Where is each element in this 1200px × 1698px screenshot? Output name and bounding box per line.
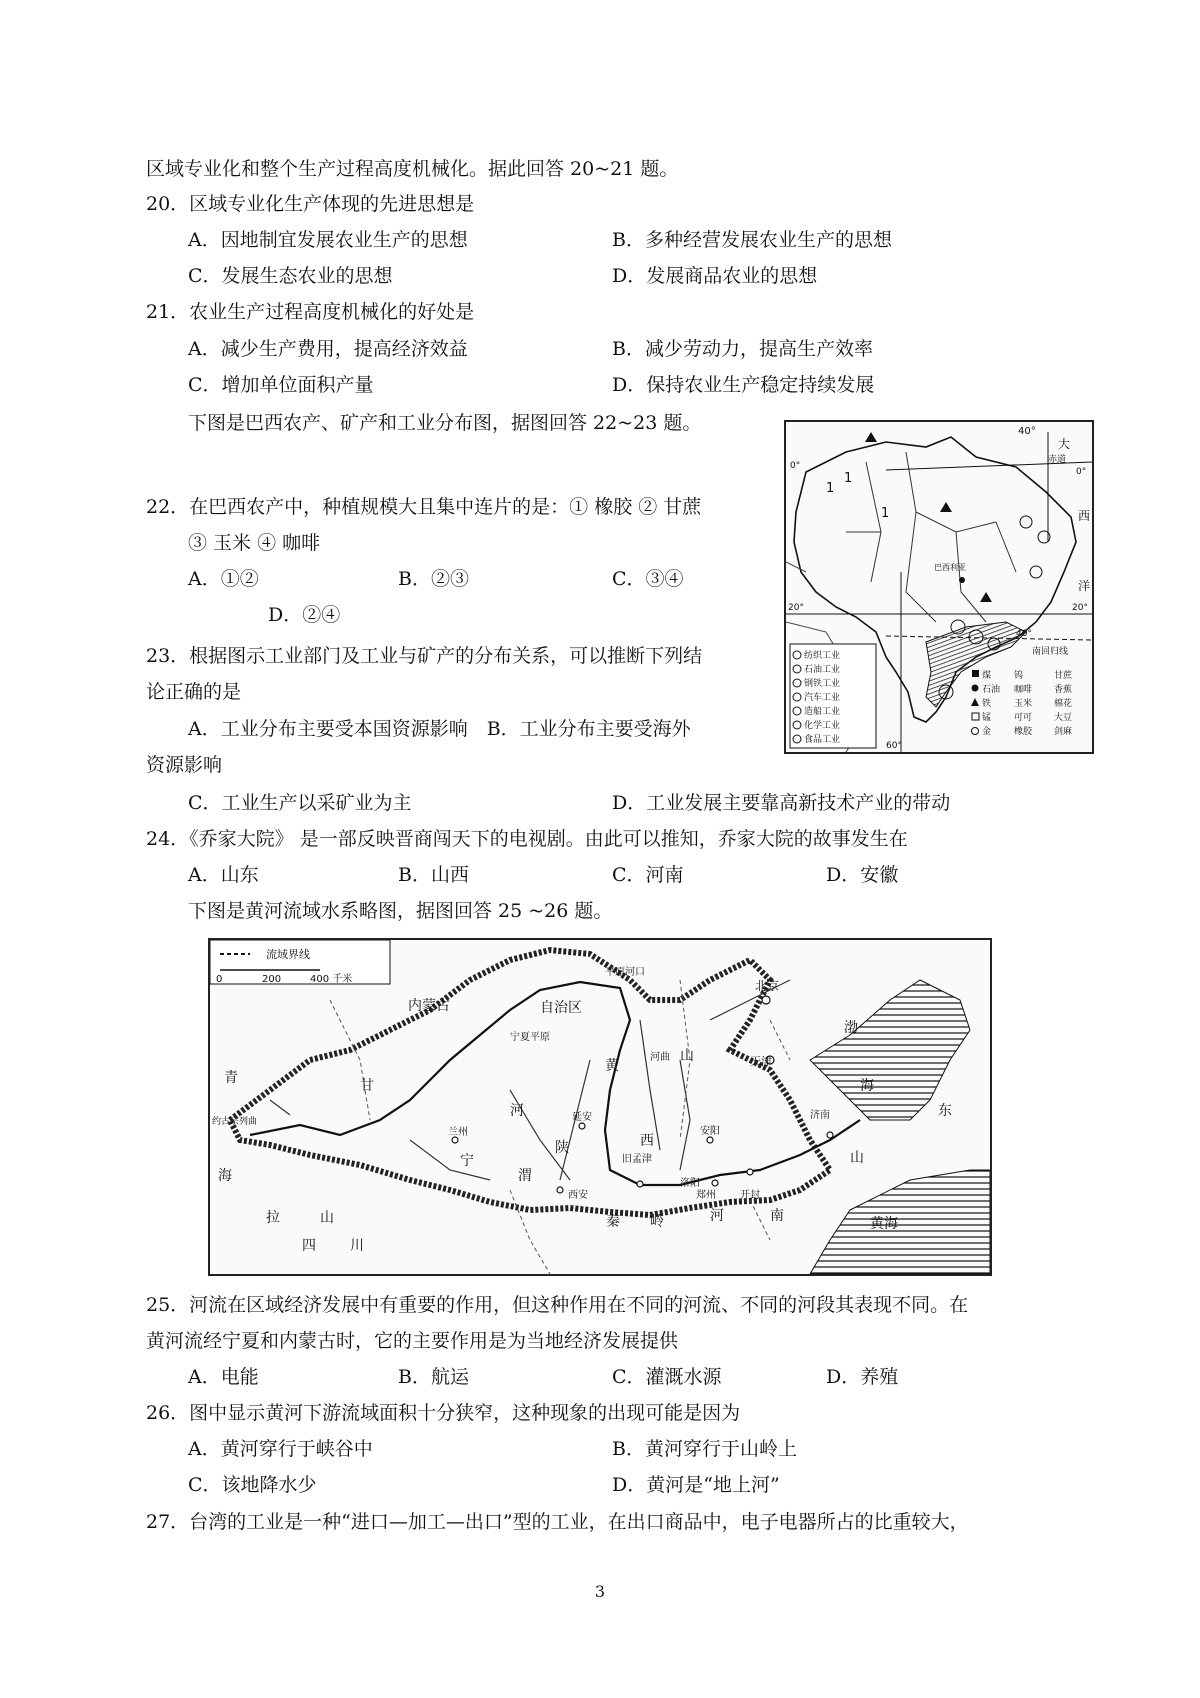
question-20-option-c[interactable]: C．发展生态农业的思想 <box>188 265 393 287</box>
place-label: 宁 <box>460 1153 474 1169</box>
question-27-stem: 27．台湾的工业是一种“进口—加工—出口”型的工业，在出口商品中，电子电器所占的比重较大， <box>146 1511 969 1533</box>
question-22-option-a[interactable]: A．①② <box>188 568 259 590</box>
gold-icon <box>972 728 979 735</box>
question-21-option-c[interactable]: C．增加单位面积产量 <box>188 374 374 396</box>
question-21-stem: 21．农业生产过程高度机械化的好处是 <box>146 301 475 323</box>
place-label: 天津 <box>750 1055 772 1068</box>
question-23-stem-line2: 论正确的是 <box>146 681 242 703</box>
industrial-belt <box>926 622 1026 707</box>
question-20-option-b[interactable]: B．多种经营发展农业生产的思想 <box>612 229 892 251</box>
question-26-option-c[interactable]: C．该地降水少 <box>188 1474 317 1496</box>
map-region-marker: 1 <box>844 471 853 486</box>
question-25-stem-line1: 25．河流在区域经济发展中有重要的作用，但这种作用在不同的河流、不同的河段其表现不同。在 <box>146 1294 969 1316</box>
question-24-stem: 24．《乔家大院》 是一部反映晋商闯天下的电视剧。由此可以推知，乔家大院的故事发生在 <box>146 828 908 850</box>
question-22-option-d[interactable]: D．②④ <box>268 604 341 626</box>
place-label: 海 <box>218 1168 232 1184</box>
question-26-option-b[interactable]: B．黄河穿行于山岭上 <box>612 1438 797 1460</box>
lon-60-label: 60° <box>886 741 902 751</box>
iron-symbol <box>980 592 992 602</box>
capital-dot <box>959 577 965 583</box>
legend-textile: 纺织工业 <box>804 651 841 661</box>
legend-sugarcane: 甘蔗 <box>1054 671 1073 681</box>
legend-gold: 金 <box>982 727 992 737</box>
legend-food: 食品工业 <box>804 735 841 745</box>
legend-manganese: 锰 <box>982 713 992 723</box>
place-label: 开封 <box>740 1190 760 1201</box>
question-24-option-b[interactable]: B．山西 <box>398 864 469 886</box>
industry-symbol <box>1020 516 1032 528</box>
legend-boundary-label: 流域界线 <box>266 948 310 961</box>
place-label: 四 <box>302 1238 316 1254</box>
question-23-options-ab-line1[interactable]: A．工业分布主要受本国资源影响 B．工业分布主要受海外 <box>188 718 691 740</box>
question-26-option-d[interactable]: D．黄河是“地上河” <box>612 1474 780 1496</box>
question-23-options-ab-line2: 资源影响 <box>146 754 223 776</box>
legend-coal: 煤 <box>982 671 992 681</box>
legend-shipbuilding: 造船工业 <box>804 707 841 717</box>
place-label: 南 <box>770 1208 784 1224</box>
question-25-option-c[interactable]: C．灌溉水源 <box>612 1366 722 1388</box>
question-22-stem-line1: 22．在巴西农产中，种植规模大且集中连片的是：① 橡胶 ② 甘蔗 <box>146 496 702 518</box>
legend-rubber: 橡胶 <box>1014 727 1033 737</box>
iron-icon <box>971 698 979 706</box>
page-number: 3 <box>594 1582 606 1601</box>
legend-iron: 铁 <box>982 699 992 709</box>
place-label: 北京 <box>755 979 780 993</box>
question-22-option-c[interactable]: C．③④ <box>612 568 684 590</box>
place-label: 渤 <box>844 1020 858 1036</box>
bohai-sea <box>810 980 970 1120</box>
map-region-marker: 1 <box>881 506 890 521</box>
place-label: 宁夏平原 <box>510 1032 550 1043</box>
place-label: 内蒙古 <box>408 998 450 1014</box>
scale-200: 200 <box>262 974 282 985</box>
ocean-label-da: 大 <box>1058 437 1071 451</box>
legend-steel: 钢铁工业 <box>804 679 841 689</box>
place-label: 旧孟津 <box>622 1154 652 1165</box>
legend-tungsten: 钨 <box>1014 671 1024 681</box>
place-label: 山 <box>680 1048 694 1064</box>
place-label: 黄 <box>605 1058 619 1074</box>
question-24-option-d[interactable]: D．安徽 <box>826 864 899 886</box>
question-25-stem-line2: 黄河流经宁夏和内蒙古时，它的主要作用是为当地经济发展提供 <box>146 1330 679 1352</box>
question-25-option-d[interactable]: D．养殖 <box>826 1366 899 1388</box>
place-label: 黄海 <box>870 1216 898 1232</box>
lat-0-left-label: 0° <box>790 461 801 471</box>
lat-20-right-label: 20° <box>1072 603 1088 613</box>
legend-cotton: 棉花 <box>1054 699 1073 709</box>
question-26-stem: 26．图中显示黄河下游流域面积十分狭窄，这种现象的出现可能是因为 <box>146 1402 741 1424</box>
place-label: 约古宗列曲 <box>212 1117 258 1127</box>
question-23-option-d[interactable]: D．工业发展主要靠高新技术产业的带动 <box>612 792 951 814</box>
legend-soybean: 大豆 <box>1054 713 1073 723</box>
scale-0: 0 <box>216 974 223 985</box>
legend-chemical: 化学工业 <box>804 721 841 731</box>
capital-label: 巴西利亚 <box>934 563 966 572</box>
place-label: 安阳 <box>700 1126 720 1137</box>
scale-400: 400 千米 <box>310 974 353 985</box>
question-23-stem-line1: 23．根据图示工业部门及工业与矿产的分布关系，可以推断下列结 <box>146 645 703 667</box>
ocean-label-xi: 西 <box>1078 509 1091 523</box>
place-label: 陕 <box>555 1140 569 1156</box>
place-label: 洛阳 <box>680 1178 700 1189</box>
question-25-option-b[interactable]: B．航运 <box>398 1366 469 1388</box>
oil-icon <box>972 685 979 692</box>
place-label: 延安 <box>572 1112 592 1123</box>
iron-symbol <box>865 432 877 442</box>
question-23-option-c[interactable]: C．工业生产以采矿业为主 <box>188 792 412 814</box>
map-region-marker: 1 <box>826 481 835 496</box>
place-label: 河 <box>710 1208 724 1224</box>
place-label: 川 <box>350 1238 364 1254</box>
yellow-river-map <box>208 938 992 1276</box>
legend-oil: 石油 <box>982 685 1001 695</box>
place-label: 郑州 <box>696 1190 716 1201</box>
place-label: 自治区 <box>540 1000 582 1016</box>
lon-40-label: 40° <box>1016 629 1032 639</box>
question-20-option-a[interactable]: A．因地制宜发展农业生产的思想 <box>188 229 468 251</box>
legend-cocoa: 可可 <box>1014 713 1033 723</box>
place-label: 东 <box>938 1103 952 1119</box>
place-label: 拉 <box>266 1210 280 1226</box>
industry-symbol <box>1030 566 1042 578</box>
coal-icon <box>972 670 979 677</box>
place-label: 济南 <box>810 1110 830 1121</box>
place-label: 青 <box>224 1070 238 1086</box>
legend-petroleum: 石油工业 <box>804 665 841 675</box>
iron-symbol <box>940 502 952 512</box>
question-22-option-b[interactable]: B．②③ <box>398 568 469 590</box>
legend-auto: 汽车工业 <box>804 693 841 703</box>
place-label: 山 <box>320 1210 334 1226</box>
place-label: 平原河口 <box>605 967 645 978</box>
place-label: 西 <box>640 1133 654 1149</box>
place-label: 海 <box>860 1078 874 1094</box>
lat-0-label: 0° <box>1076 467 1087 477</box>
tropic-label: 南回归线 <box>1032 647 1069 657</box>
place-label: 秦 <box>606 1214 620 1230</box>
brazil-map <box>784 420 1094 754</box>
place-label: 山 <box>850 1150 864 1166</box>
question-21-option-d[interactable]: D．保持农业生产稳定持续发展 <box>612 374 875 396</box>
question-22-stem-line2: ③ 玉米 ④ 咖啡 <box>188 532 321 554</box>
yellow-river-map-intro: 下图是黄河流域水系略图，据图回答 25 ~26 题。 <box>188 900 613 922</box>
question-20-stem: 20．区域专业化生产体现的先进思想是 <box>146 193 475 215</box>
question-21-option-a[interactable]: A．减少生产费用，提高经济效益 <box>188 338 468 360</box>
question-20-option-d[interactable]: D．发展商品农业的思想 <box>612 265 818 287</box>
question-24-option-c[interactable]: C．河南 <box>612 864 684 886</box>
question-24-option-a[interactable]: A．山东 <box>188 864 259 886</box>
place-label: 岭 <box>650 1214 664 1230</box>
lat-40-label: 40° <box>1018 426 1036 437</box>
place-label: 兰州 <box>448 1127 468 1138</box>
legend-corn: 玉米 <box>1014 699 1033 709</box>
question-21-option-b[interactable]: B．减少劳动力，提高生产效率 <box>612 338 873 360</box>
place-label: 渭 <box>518 1168 532 1184</box>
manganese-icon <box>972 713 979 720</box>
intro-line: 区域专业化和整个生产过程高度机械化。据此回答 20~21 题。 <box>146 158 679 180</box>
ocean-label-yang: 洋 <box>1078 579 1091 593</box>
place-label: 甘 <box>360 1078 374 1094</box>
question-26-option-a[interactable]: A．黄河穿行于峡谷中 <box>188 1438 373 1460</box>
yellow-map-legend <box>210 940 390 984</box>
place-label: 河 <box>510 1103 524 1119</box>
question-25-option-a[interactable]: A．电能 <box>188 1366 259 1388</box>
place-label: 河曲 <box>650 1052 670 1063</box>
brazil-map-intro: 下图是巴西农产、矿产和工业分布图，据图回答 22~23 题。 <box>188 412 702 434</box>
legend-coffee: 咖啡 <box>1014 685 1033 695</box>
legend-banana: 香蕉 <box>1054 685 1073 695</box>
yellow-sea <box>810 1170 990 1274</box>
lat-20-left-label: 20° <box>788 603 804 613</box>
place-label: 西安 <box>568 1190 588 1201</box>
equator-label: 赤道 <box>1048 455 1067 465</box>
legend-sisal: 剑麻 <box>1054 727 1073 737</box>
